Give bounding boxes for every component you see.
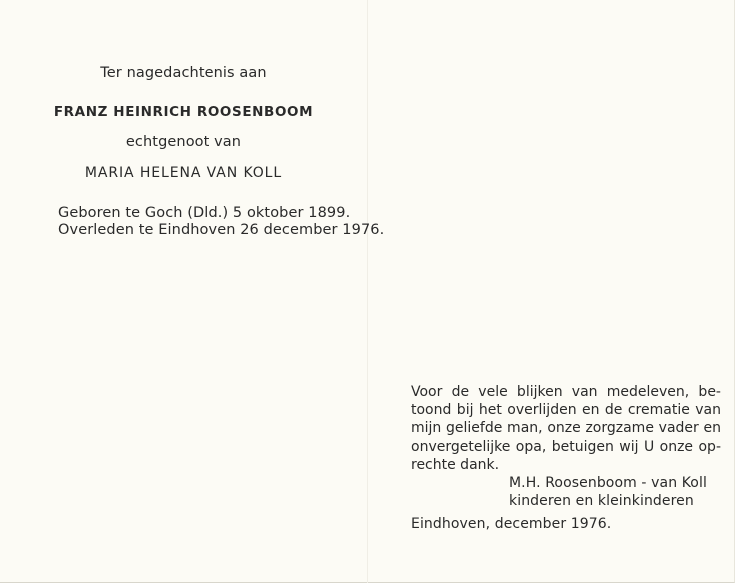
thanks-line: mijn geliefde man, onze zorgzame vader en <box>411 420 721 437</box>
birth-line: Geboren te Goch (Dld.) 5 oktober 1899. <box>58 205 351 221</box>
family-line: kinderen en kleinkinderen <box>509 493 694 509</box>
place-date: Eindhoven, december 1976. <box>411 516 612 532</box>
thanks-line: onvergetelijke opa, betuigen wij U onze op- <box>411 438 721 455</box>
deceased-name: FRANZ HEINRICH ROOSENBOOM <box>53 104 314 120</box>
thanks-line: Voor de vele blijken van medeleven, be- <box>411 384 721 400</box>
spouse-name: MARIA HELENA VAN KOLL <box>84 165 283 181</box>
relation-text: echtgenoot van <box>125 134 242 150</box>
thanks-line: rechte dank. <box>411 456 500 473</box>
signature: M.H. Roosenboom - van Koll <box>509 475 707 491</box>
thanks-paragraph <box>411 383 721 474</box>
right-page <box>368 0 735 583</box>
thanks-line: toond bij het overlijden en de crematie van <box>411 402 721 419</box>
memorial-heading: Ter nagedachtenis aan <box>100 65 267 81</box>
death-line: Overleden te Eindhoven 26 december 1976. <box>58 222 385 238</box>
